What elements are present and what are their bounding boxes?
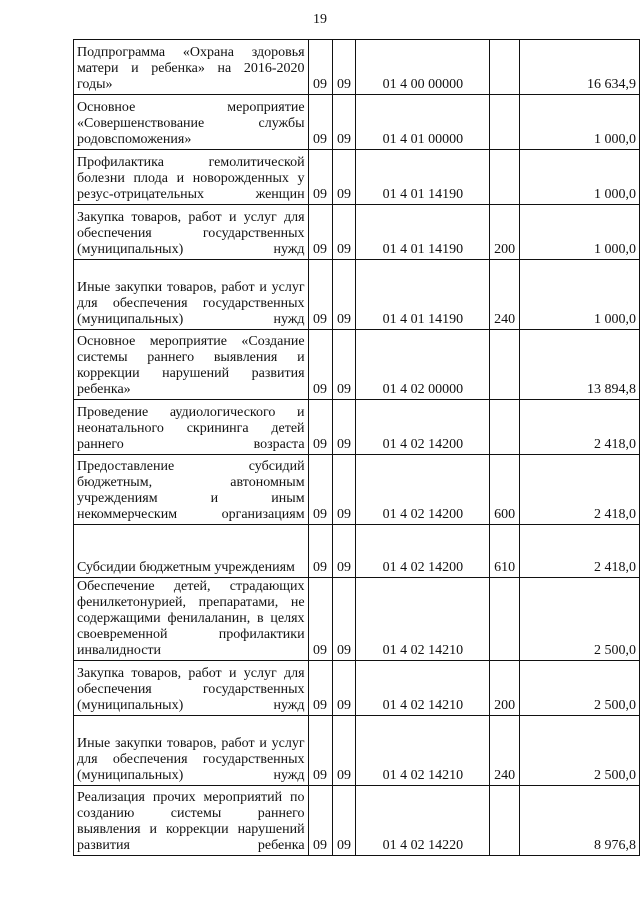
target-article-cell: 01 4 01 14190 (356, 205, 490, 260)
row-name-cell: Реализация прочих мероприятий по созданию системы раннего выявления и коррекции нарушений развития ребенка (74, 786, 309, 856)
amount-cell: 1 000,0 (520, 95, 640, 150)
row-name-cell: Проведение аудиологического и неонатального скрининга детей раннего возраста (74, 400, 309, 455)
target-article-cell: 01 4 01 00000 (356, 95, 490, 150)
target-article-cell: 01 4 02 14200 (356, 400, 490, 455)
subsection-code-cell: 09 (332, 661, 356, 716)
section-code-cell: 09 (308, 455, 332, 525)
table-row (74, 40, 640, 95)
amount-cell: 1 000,0 (520, 205, 640, 260)
row-name-cell: Обеспечение детей, страдающих фенилкетонурией, препаратами, не содержащими фенилаланин, в целях своевременной профилактики инвалидности (74, 578, 309, 661)
expense-type-cell (490, 578, 520, 661)
amount-cell: 1 000,0 (520, 150, 640, 205)
row-name-cell: Закупка товаров, работ и услуг для обеспечения государственных (муниципальных) нужд (74, 205, 309, 260)
page-number: 19 (313, 12, 327, 27)
expense-type-cell: 600 (490, 455, 520, 525)
budget-table (73, 39, 640, 856)
row-name-cell: Иные закупки товаров, работ и услуг для обеспечения государственных (муниципальных) нужд (74, 716, 309, 786)
amount-cell: 2 500,0 (520, 578, 640, 661)
subsection-code-cell: 09 (332, 40, 356, 95)
table-row (74, 205, 640, 260)
amount-cell: 16 634,9 (520, 40, 640, 95)
subsection-code-cell: 09 (332, 150, 356, 205)
subsection-code-cell: 09 (332, 786, 356, 856)
subsection-code-cell: 09 (332, 455, 356, 525)
table-row (74, 330, 640, 400)
row-name-cell: Профилактика гемолитической болезни плода и новорожденных у резус-отрицательных женщин (74, 150, 309, 205)
expense-type-cell: 240 (490, 260, 520, 330)
amount-cell: 8 976,8 (520, 786, 640, 856)
table-row (74, 150, 640, 205)
amount-cell: 2 500,0 (520, 716, 640, 786)
expense-type-cell: 610 (490, 525, 520, 578)
row-name-cell: Закупка товаров, работ и услуг для обеспечения государственных (муниципальных) нужд (74, 661, 309, 716)
expense-type-cell (490, 400, 520, 455)
section-code-cell: 09 (308, 330, 332, 400)
budget-table-body (74, 40, 640, 856)
row-name-cell: Подпрограмма «Охрана здоровья матери и ребенка» на 2016-2020 годы» (74, 40, 309, 95)
expense-type-cell: 200 (490, 205, 520, 260)
amount-cell: 2 418,0 (520, 455, 640, 525)
table-row (74, 455, 640, 525)
amount-cell: 2 500,0 (520, 661, 640, 716)
target-article-cell: 01 4 02 14200 (356, 455, 490, 525)
expense-type-cell: 200 (490, 661, 520, 716)
subsection-code-cell: 09 (332, 260, 356, 330)
subsection-code-cell: 09 (332, 95, 356, 150)
table-row (74, 260, 640, 330)
expense-type-cell (490, 330, 520, 400)
subsection-code-cell: 09 (332, 400, 356, 455)
target-article-cell: 01 4 00 00000 (356, 40, 490, 95)
section-code-cell: 09 (308, 661, 332, 716)
table-row (74, 786, 640, 856)
expense-type-cell: 240 (490, 716, 520, 786)
section-code-cell: 09 (308, 40, 332, 95)
table-row (74, 578, 640, 661)
section-code-cell: 09 (308, 260, 332, 330)
amount-cell: 2 418,0 (520, 400, 640, 455)
subsection-code-cell: 09 (332, 205, 356, 260)
row-name-cell: Иные закупки товаров, работ и услуг для обеспечения государственных (муниципальных) нужд (74, 260, 309, 330)
expense-type-cell (490, 786, 520, 856)
table-row (74, 400, 640, 455)
target-article-cell: 01 4 02 14220 (356, 786, 490, 856)
amount-cell: 13 894,8 (520, 330, 640, 400)
section-code-cell: 09 (308, 400, 332, 455)
expense-type-cell (490, 40, 520, 95)
amount-cell: 2 418,0 (520, 525, 640, 578)
section-code-cell: 09 (308, 205, 332, 260)
target-article-cell: 01 4 02 14210 (356, 578, 490, 661)
table-row (74, 661, 640, 716)
section-code-cell: 09 (308, 95, 332, 150)
row-name-cell: Субсидии бюджетным учреждениям (74, 525, 309, 578)
subsection-code-cell: 09 (332, 716, 356, 786)
expense-type-cell (490, 95, 520, 150)
target-article-cell: 01 4 01 14190 (356, 260, 490, 330)
target-article-cell: 01 4 02 14210 (356, 716, 490, 786)
row-name-cell: Предоставление субсидий бюджетным, автономным учреждениям и иным некоммерческим организациям (74, 455, 309, 525)
section-code-cell: 09 (308, 150, 332, 205)
section-code-cell: 09 (308, 578, 332, 661)
row-name-cell: Основное мероприятие «Создание системы раннего выявления и коррекции нарушений развития ребенка» (74, 330, 309, 400)
table-row (74, 525, 640, 578)
subsection-code-cell: 09 (332, 525, 356, 578)
section-code-cell: 09 (308, 716, 332, 786)
table-row (74, 716, 640, 786)
target-article-cell: 01 4 01 14190 (356, 150, 490, 205)
expense-type-cell (490, 150, 520, 205)
target-article-cell: 01 4 02 14200 (356, 525, 490, 578)
subsection-code-cell: 09 (332, 330, 356, 400)
subsection-code-cell: 09 (332, 578, 356, 661)
section-code-cell: 09 (308, 786, 332, 856)
target-article-cell: 01 4 02 14210 (356, 661, 490, 716)
amount-cell: 1 000,0 (520, 260, 640, 330)
row-name-cell: Основное мероприятие «Совершенствование службы родовспоможения» (74, 95, 309, 150)
table-row (74, 95, 640, 150)
target-article-cell: 01 4 02 00000 (356, 330, 490, 400)
section-code-cell: 09 (308, 525, 332, 578)
